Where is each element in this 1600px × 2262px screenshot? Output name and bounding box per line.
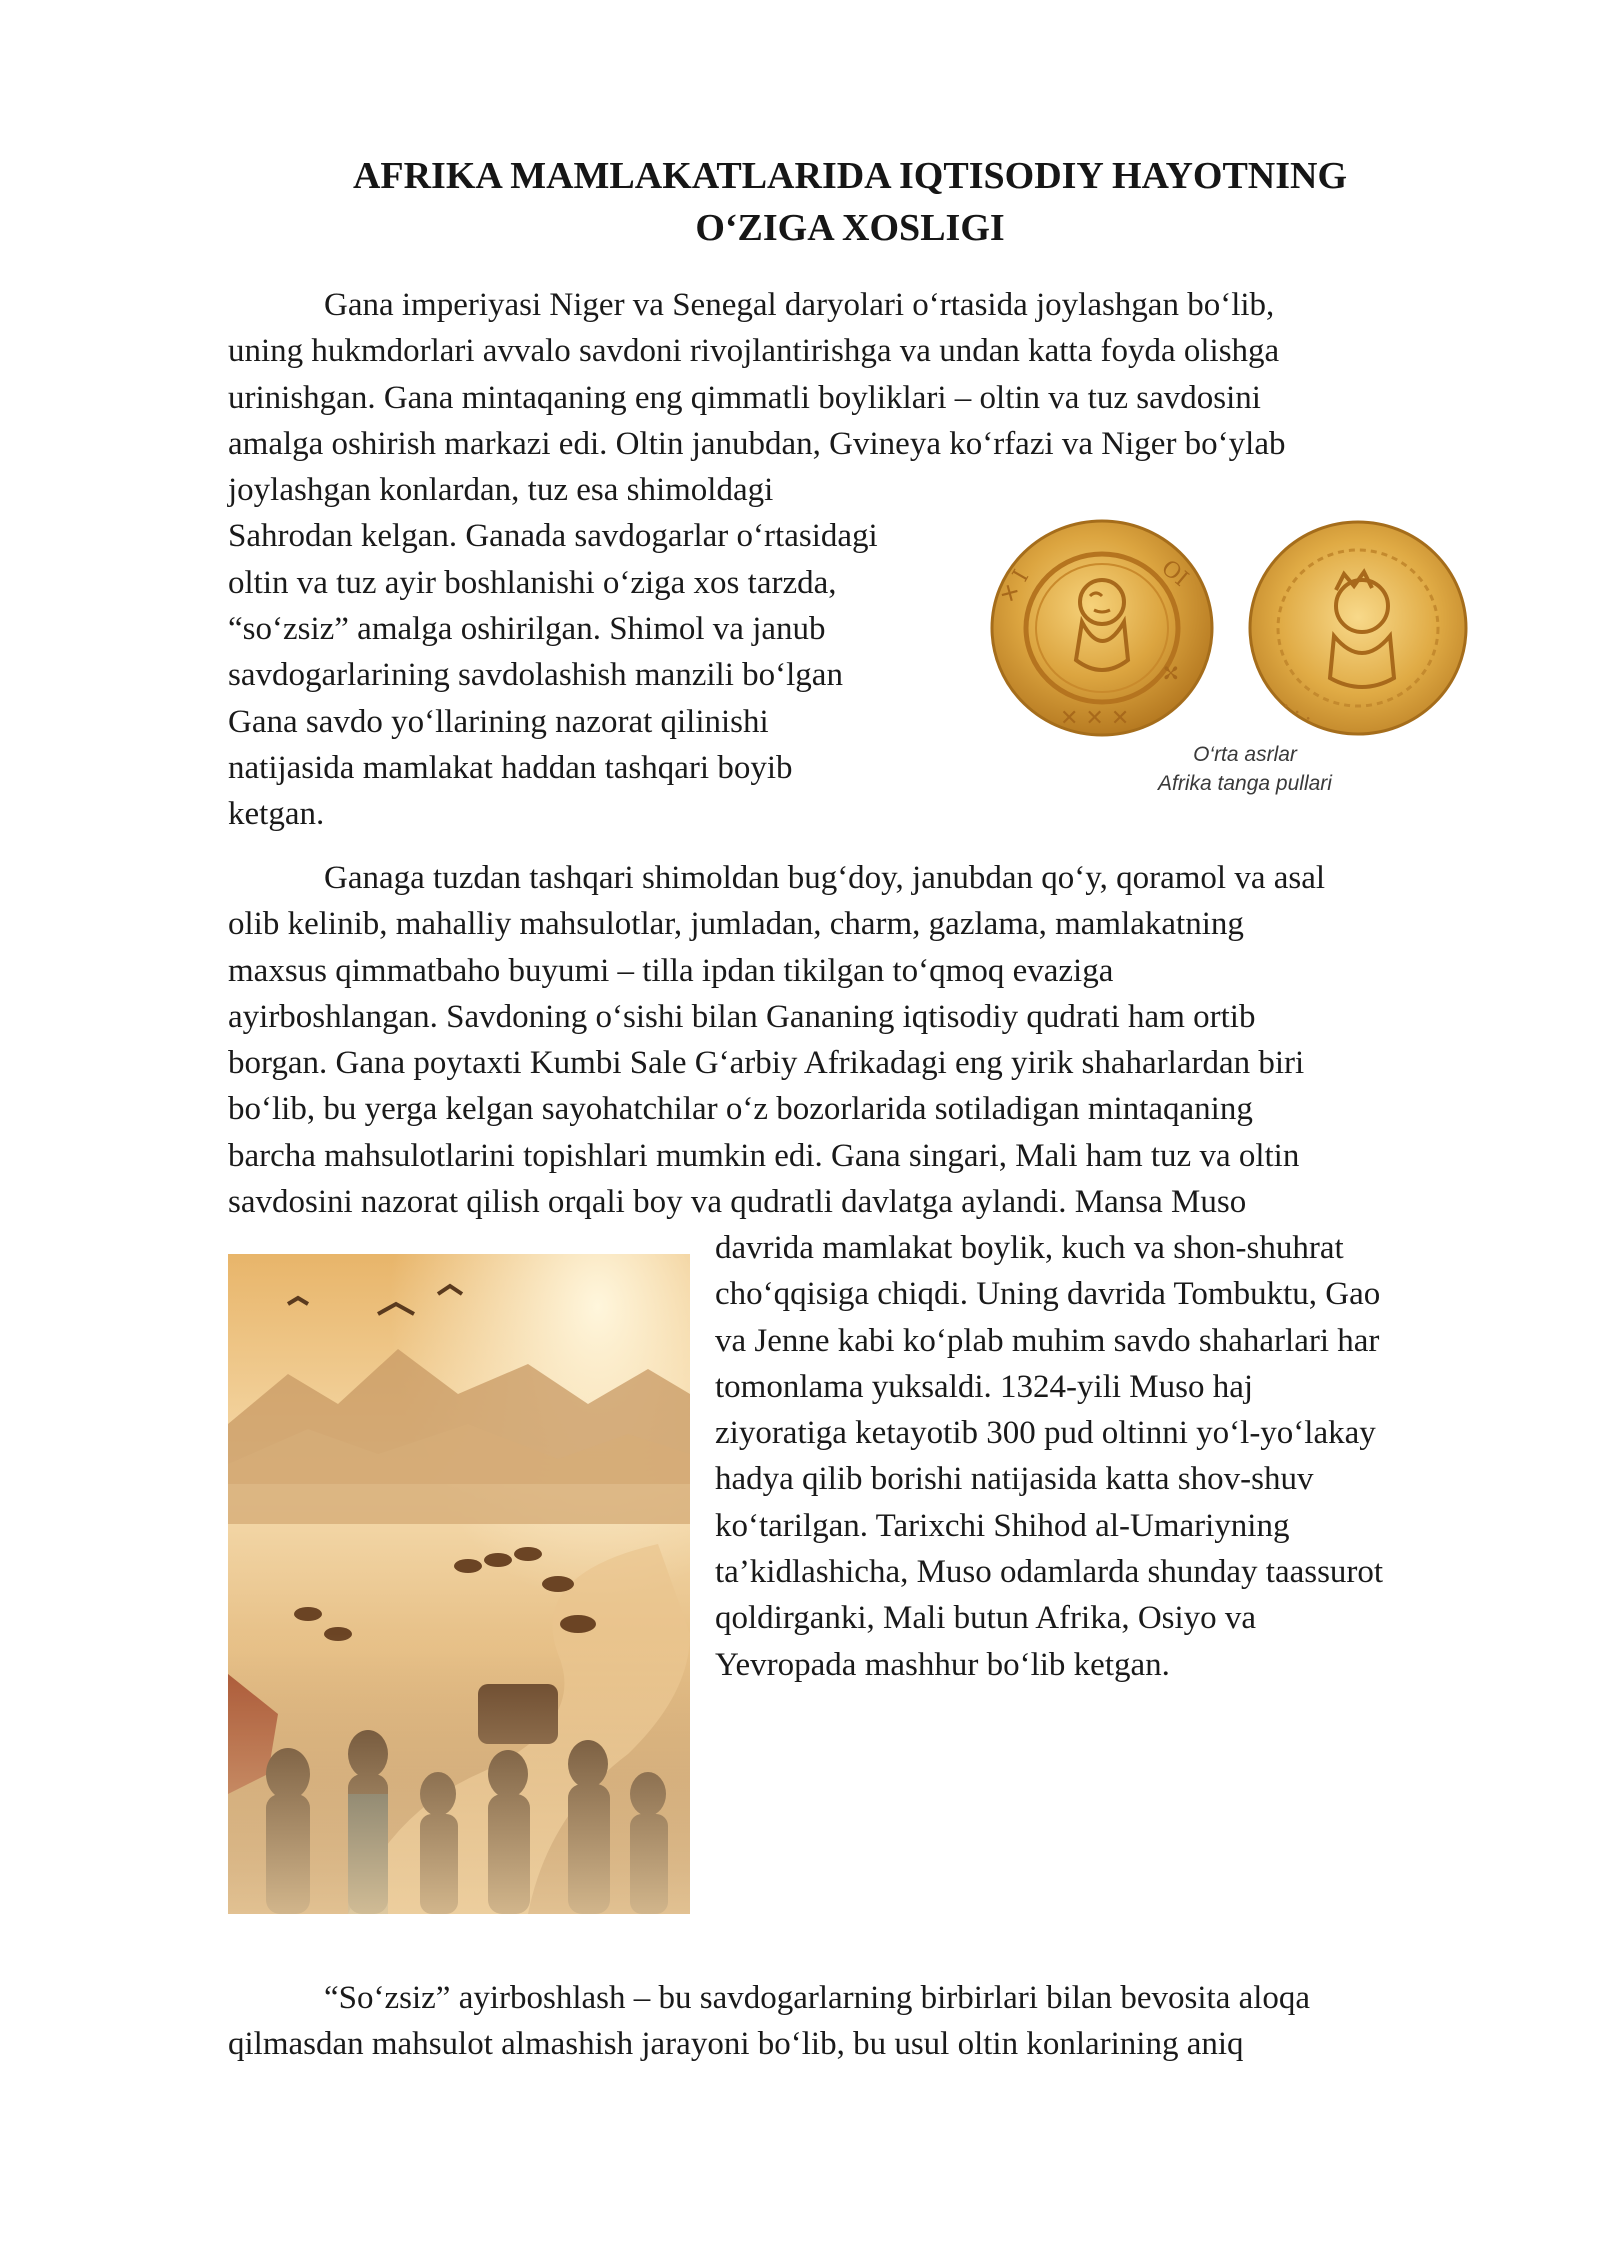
title-line: AFRIKA MAMLAKATLARIDA IQTISODIY HAYOTNING bbox=[352, 155, 1348, 197]
text-line: hadya qilib borishi natijasida katta shov-shuv bbox=[715, 1461, 1314, 1498]
svg-text:✕ ✕ ✕: ✕ ✕ ✕ bbox=[1060, 706, 1130, 731]
text-line: savdogarlarining savdolashish manzili bo‘lgan bbox=[228, 657, 843, 694]
svg-text:· · ·: · · · bbox=[1277, 693, 1318, 731]
text-line: amalga oshirish markazi edi. Oltin janubdan, Gvineya ko‘rfazi va Niger bo‘ylab bbox=[228, 425, 1286, 462]
caption-line: Afrika tanga pullari bbox=[1158, 772, 1332, 795]
text-line: borgan. Gana poytaxti Kumbi Sale G‘arbiy Afrikadagi eng yirik shaharlardan biri bbox=[228, 1045, 1305, 1082]
text-line: olib kelinib, mahalliy mahsulotlar, jumladan, charm, gazlama, mamlakatning bbox=[228, 906, 1244, 943]
coin-right bbox=[1250, 522, 1466, 734]
paragraph-2 bbox=[228, 855, 1325, 1225]
desert-caravan-image bbox=[228, 1254, 690, 1914]
paragraph-3 bbox=[228, 1975, 1310, 2068]
document-title bbox=[228, 150, 1472, 254]
text-line: uning hukmdorlari avvalo savdoni rivojlantirishga va undan katta foyda olishga bbox=[228, 333, 1280, 370]
text-line: barcha mahsulotlarini topishlari mumkin edi. Gana singari, Mali ham tuz va oltin bbox=[228, 1137, 1300, 1174]
text-line: Sahrodan kelgan. Ganada savdogarlar o‘rtasidagi bbox=[228, 518, 878, 555]
text-line: bo‘lib, bu yerga kelgan sayohatchilar o‘z bozorlarida sotiladigan mintaqaning bbox=[228, 1091, 1253, 1128]
text-line: tomonlama yuksaldi. 1324-yili Muso haj bbox=[715, 1368, 1254, 1405]
text-line: ayirboshlangan. Savdoning o‘sishi bilan Gananing iqtisodiy qudrati ham ortib bbox=[228, 998, 1256, 1035]
svg-text:OI: OI bbox=[1156, 555, 1193, 592]
text-line: urinishgan. Gana mintaqaning eng qimmatli boyliklari – oltin va tuz savdosini bbox=[228, 379, 1261, 416]
text-line: cho‘qqisiga chiqdi. Uning davrida Tombuktu, Gao bbox=[715, 1276, 1381, 1313]
caption-line: O‘rta asrlar bbox=[1193, 743, 1297, 766]
text-line: va Jenne kabi ko‘plab muhim savdo shaharlari har bbox=[715, 1322, 1380, 1359]
text-line: “so‘zsiz” amalga oshirilgan. Shimol va janub bbox=[228, 611, 826, 648]
text-line: Ganaga tuzdan tashqari shimoldan bug‘doy, janubdan qo‘y, qoramol va asal bbox=[324, 860, 1326, 896]
text-line: ko‘tarilgan. Tarixchi Shihod al-Umariyning bbox=[715, 1507, 1290, 1544]
text-line: davrida mamlakat boylik, kuch va shon-shuhrat bbox=[715, 1230, 1344, 1266]
title-line: O‘ZIGA XOSLIGI bbox=[695, 207, 1005, 249]
coin-left bbox=[992, 521, 1212, 735]
svg-text:✕ I: ✕ I bbox=[995, 565, 1035, 608]
text-line: ziyoratiga ketayotib 300 pud oltinni yo‘l-yo‘lakay bbox=[715, 1415, 1376, 1452]
text-line: qoldirganki, Mali butun Afrika, Osiyo va bbox=[715, 1600, 1257, 1637]
text-line: natijasida mamlakat haddan tashqari boyib bbox=[228, 749, 793, 786]
coins-caption bbox=[1045, 740, 1445, 798]
text-line: savdosini nazorat qilish orqali boy va qudratli davlatga aylandi. Mansa Muso bbox=[228, 1184, 1247, 1221]
text-line: maxsus qimmatbaho buyumi – tilla ipdan tikilgan to‘qmoq evaziga bbox=[228, 952, 1114, 989]
svg-text:✢: ✢ bbox=[1156, 658, 1188, 690]
text-line: joylashgan konlardan, tuz esa shimoldagi bbox=[228, 472, 774, 509]
text-line: ta’kidlashicha, Muso odamlarda shunday taassurot bbox=[715, 1554, 1384, 1591]
paragraph-2-wrapped bbox=[715, 1225, 1383, 1688]
text-line: Gana savdo yo‘llarining nazorat qilinishi bbox=[228, 703, 769, 740]
text-line: Gana imperiyasi Niger va Senegal daryolari o‘rtasida joylashgan bo‘lib, bbox=[324, 287, 1275, 323]
text-line: oltin va tuz ayir boshlanishi o‘ziga xos tarzda, bbox=[228, 564, 837, 601]
text-line: Yevropada mashhur bo‘lib ketgan. bbox=[715, 1646, 1170, 1683]
text-line: qilmasdan mahsulot almashish jarayoni bo‘lib, bu usul oltin konlarining aniq bbox=[228, 2026, 1244, 2063]
text-line: “So‘zsiz” ayirboshlash – bu savdogarlarning birbirlari bilan bevosita aloqa bbox=[324, 1980, 1311, 2016]
text-line: ketgan. bbox=[228, 796, 325, 833]
